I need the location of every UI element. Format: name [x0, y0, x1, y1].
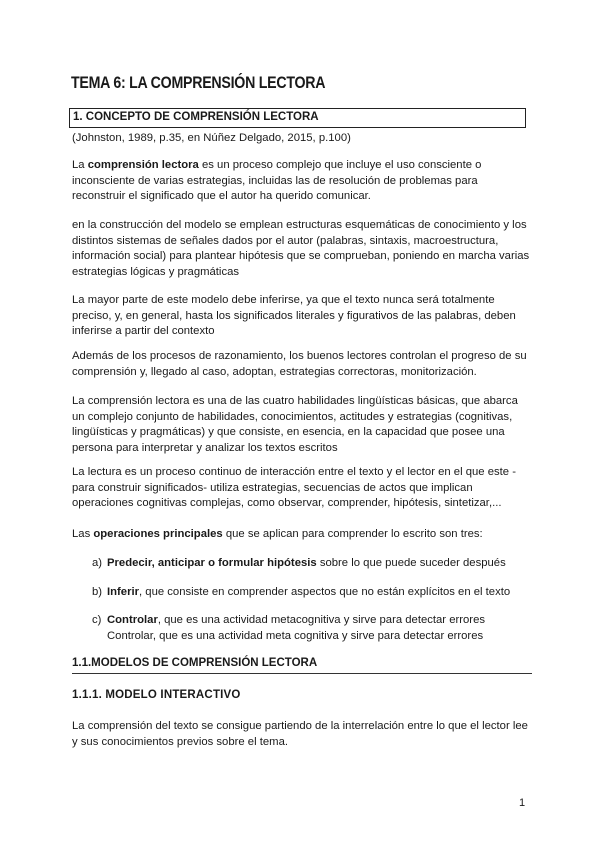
bold-term: operaciones principales [93, 528, 223, 540]
paragraph-reading-process: La lectura es un proceso continuo de interacción entre el texto y el lector en el que este -para construir significados- utiliza estrategias, secuencias de actos que implican operaciones cognitivas complejas, como observar, comprender, hipótesis, sintetizar,... [72, 466, 516, 509]
bold-term: comprensión lectora [87, 159, 199, 171]
citation: (Johnston, 1989, p.35, en Núñez Delgado, 2015, p.100) [72, 132, 351, 144]
section-heading-modelos: 1.1.MODELOS DE COMPRENSIÓN LECTORA [72, 657, 532, 674]
paragraph-inference: La mayor parte de este modelo debe inferirse, ya que el texto nunca será totalmente preciso, y, en general, hasta los significados literales y figurativos de las palabras, deben inferirse a partir del contexto [72, 294, 516, 337]
paragraph-operations-intro: Las operaciones principales que se aplican para comprender lo escrito son tres: [72, 528, 483, 540]
paragraph-definition: La comprensión lectora es un proceso complejo que incluye el uso consciente o inconsciente de varias estrategias, incluidas las de resolución de problemas para reconstruir el significado que el autor ha querido comunicar. [72, 159, 482, 202]
paragraph-skills: La comprensión lectora es una de las cuatro habilidades lingüísticas básicas, que abarca un complejo conjunto de habilidades, conocimientos, actitudes y estrategias (cognitivas, lingüísticas y pragmáticas) y que consiste, en esencia, en la capacidad que posee una persona para interpretar y analizar los textos escritos [72, 395, 518, 454]
paragraph-model-construction: en la construcción del modelo se emplean estructuras esquemáticas de conocimiento y los distintos sistemas de señales dados por el autor (palabras, sintaxis, macroestructura, información social) para plantear hipótesis que se comprueban, poniendo en marcha varias estrategias lógicas y pragmáticas [72, 219, 530, 278]
page-number: 1 [519, 797, 526, 809]
paragraph-interactive-model: La comprensión del texto se consigue partiendo de la interrelación entre lo que el lector lee y sus conocimientos previos sobre el tema. [72, 720, 528, 748]
paragraph-reasoning: Además de los procesos de razonamiento, los buenos lectores controlan el progreso de su comprensión y, llegado al caso, adoptan, estrategias correctoras, monitorización. [72, 350, 527, 378]
document-title: TEMA 6: LA COMPRENSIÓN LECTORA [71, 74, 326, 92]
section-heading-concepto: 1. CONCEPTO DE COMPRENSIÓN LECTORA [69, 108, 526, 128]
list-item: a) Predecir, anticipar o formular hipótesis sobre lo que puede suceder después [92, 557, 506, 569]
subsection-heading-interactivo: 1.1.1. MODELO INTERACTIVO [72, 689, 241, 701]
list-item: c) Controlar, que es una actividad metacognitiva y sirve para detectar errores Controlar, que es una actividad meta cognitiva y sirve para detectar errores [92, 614, 485, 642]
list-item: b) Inferir, que consiste en comprender aspectos que no están explícitos en el texto [92, 586, 511, 598]
